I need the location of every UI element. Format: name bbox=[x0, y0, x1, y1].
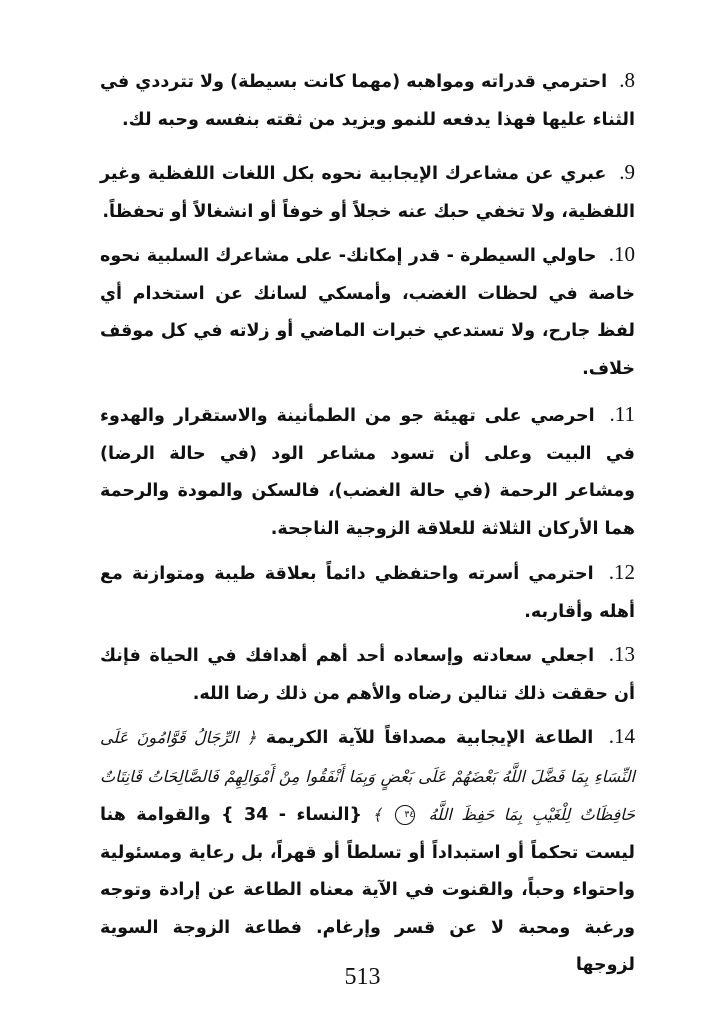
item-number: 11. bbox=[609, 402, 635, 426]
list-item bbox=[100, 396, 635, 548]
list-item bbox=[100, 636, 635, 713]
item-number: 10. bbox=[608, 242, 636, 266]
ayah-number-mark: ٣٤ bbox=[395, 805, 415, 825]
item-text: عبري عن مشاعرك الإيجابية نحوه بكل اللغات اللفظية وغير اللفظية، ولا تخفي حبك عنه خجلاً أو خوفاً أو انشغالاً أو تحفظاً. bbox=[100, 164, 635, 222]
item-text: احترمي قدراته ومواهبه (مهما كانت بسيطة) ولا تترددي في الثناء عليها فهذا يدفعه للنمو ويزيد من ثقته بنفسه وحبه لك. bbox=[100, 72, 635, 130]
list-item bbox=[100, 236, 635, 388]
item-text-continued: والقوامة هنا ليست تحكماً أو استبداداً أو تسلطاً أو قهراً، بل رعاية ومسئولية واحتواء وحباً، والقنوت في الآية معناه الطاعة عن إرادة وتوجه ورغبة ومحبة لا عن قسر وإرغام. فطاعة الزوجة السوية لزوجها bbox=[100, 805, 635, 975]
item-text: احترمي أسرته واحتفظي دائماً بعلاقة طيبة ومتوازنة مع أهله وأقاربه. bbox=[100, 564, 635, 622]
quran-verse-close: ﴾ bbox=[372, 805, 382, 824]
item-number: 13. bbox=[608, 642, 635, 666]
verse-citation: {النساء - 34 } bbox=[221, 805, 362, 825]
item-text-intro: الطاعة الإيجابية مصداقاً للآية الكريمة bbox=[265, 728, 594, 748]
item-text: اجعلي سعادته وإسعاده أحد أهم أهدافك في الحياة فإنك أن حققت ذلك تنالين رضاه والأهم من ذلك رضا الله. bbox=[100, 646, 635, 704]
page-number: 513 bbox=[344, 964, 381, 990]
list-item bbox=[100, 554, 635, 631]
item-number: 12. bbox=[608, 560, 636, 584]
list-item bbox=[100, 718, 635, 985]
item-number: 9. bbox=[619, 160, 636, 184]
item-text: احرصي على تهيئة جو من الطمأنينة والاستقرار والهدوء في البيت وعلى أن تسود مشاعر الود (في حالة الرضا) ومشاعر الرحمة (في حالة الغضب)، فالسكن والمودة والرحمة هما الأركان الثلاثة للعلاقة الزوجية الناجحة. bbox=[100, 406, 635, 539]
quran-verse: ﴿ الرِّجَالُ قَوَّامُونَ عَلَى النِّسَاءِ بِمَا فَضَّلَ اللَّهُ بَعْضَهُمْ عَلَى بَعْضٍ وَبِمَا أَنْفَقُوا مِنْ أَمْوَالِهِمْ فَالصَّالِحَاتُ قَانِتَاتٌ حَافِظَاتٌ لِلْغَيْبِ بِمَا حَفِظَ اللَّهُ bbox=[100, 728, 636, 824]
list-item bbox=[100, 154, 635, 231]
item-text: حاولي السيطرة - قدر إمكانك- على مشاعرك السلبية نحوه خاصة في لحظات الغضب، وأمسكي لسانك عن استخدام أي لفظ جارح، ولا تستدعي خبرات الماضي أو زلاته في كل موقف خلاف. bbox=[100, 246, 635, 379]
item-number: 8. bbox=[619, 68, 636, 92]
list-item bbox=[100, 62, 635, 139]
item-number: 14. bbox=[608, 724, 636, 748]
